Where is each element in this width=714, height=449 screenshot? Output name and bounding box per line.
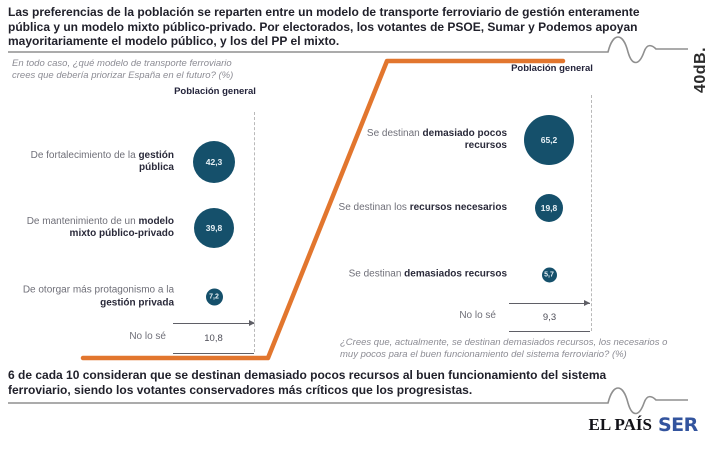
bubble-value: 65,2 xyxy=(540,135,558,145)
arrow-right-icon xyxy=(249,320,255,326)
row-label xyxy=(336,202,507,215)
bubble-cell xyxy=(507,194,591,222)
no-se-value: 10,8 xyxy=(204,333,223,344)
row-label-bold: modelo mixto público-privado xyxy=(69,215,174,239)
value-bubble xyxy=(194,208,234,248)
dashed-axis-right xyxy=(591,95,592,331)
bubble-value: 5,7 xyxy=(544,271,554,279)
chart-row xyxy=(0,285,254,310)
footer-takeaway: 6 de cada 10 consideran que se destinan demasiado pocos recursos al buen funcionamiento del sistema ferroviario, siendo los votantes conservadores más críticos que los progresistas. xyxy=(8,368,607,397)
value-bubble xyxy=(535,194,563,222)
chart-row xyxy=(0,141,254,183)
logo-el-pais: EL PAÍS xyxy=(588,415,652,434)
row-label-bold: demasiados recursos xyxy=(404,268,507,280)
bubble-value: 7,2 xyxy=(209,293,219,301)
bubble-cell xyxy=(174,141,254,183)
bubble-cell xyxy=(174,208,254,248)
chart-row xyxy=(336,194,591,222)
bubble-value: 42,3 xyxy=(205,157,223,167)
column-header-right: Población general xyxy=(511,63,593,74)
row-label-bold: gestión pública xyxy=(138,149,174,173)
no-se-value-box-right xyxy=(509,303,590,332)
row-label xyxy=(0,216,174,241)
chart-row xyxy=(336,268,591,283)
row-label xyxy=(336,269,507,282)
row-label xyxy=(0,150,174,175)
bubble-value: 39,8 xyxy=(205,223,223,233)
chart-row xyxy=(336,115,591,165)
no-se-value-box-left xyxy=(173,323,254,354)
row-label-text: De fortalecimiento de la xyxy=(30,149,139,161)
row-label-text: De otorgar más protagonismo a la xyxy=(22,284,174,296)
value-bubble xyxy=(193,141,235,183)
row-label-text: Se destinan los xyxy=(338,201,410,213)
dashed-axis-left xyxy=(254,112,255,352)
page-title: Las preferencias de la población se reparten entre un modelo de transporte ferroviario de gestión enteramente pública y un modelo mixto público-privado. Por electorados, los votantes de PSOE, Sumar y Podemos apoyan mayoritariamente el modelo público, y los del PP el mixto. xyxy=(8,5,640,48)
no-se-label-right: No lo sé xyxy=(459,310,496,321)
bubble-cell xyxy=(174,289,254,306)
no-se-value: 9,3 xyxy=(542,312,557,323)
arrow-right-icon xyxy=(584,300,590,306)
value-bubble xyxy=(206,289,223,306)
value-bubble xyxy=(542,268,557,283)
logo-40db: 40dB. xyxy=(692,46,709,94)
row-label-bold: recursos necesarios xyxy=(409,201,507,213)
row-label-text: Se destinan xyxy=(348,268,405,280)
row-label-bold: demasiado pocos recursos xyxy=(422,127,507,151)
question-right: ¿Crees que, actualmente, se destinan demasiados recursos, los necesarios o muy pocos para el buen funcionamiento del sistema ferroviario? (%) xyxy=(340,337,668,360)
row-label-text: Se destinan xyxy=(366,127,423,139)
row-label-text: De mantenimiento de un xyxy=(26,215,139,227)
logo-ser: SER xyxy=(658,414,698,436)
bubble-value: 19,8 xyxy=(540,203,558,213)
chart-row xyxy=(0,208,254,248)
row-label-bold: gestión privada xyxy=(100,297,174,308)
row-label xyxy=(336,128,507,153)
column-header-left: Población general xyxy=(174,86,256,97)
bubble-cell xyxy=(507,115,591,165)
row-label xyxy=(0,285,174,310)
value-bubble xyxy=(524,115,574,165)
bubble-cell xyxy=(507,268,591,283)
question-left: En todo caso, ¿qué modelo de transporte ferroviario crees que debería priorizar España en el futuro? (%) xyxy=(12,58,234,81)
no-se-label-left: No lo sé xyxy=(129,331,166,342)
